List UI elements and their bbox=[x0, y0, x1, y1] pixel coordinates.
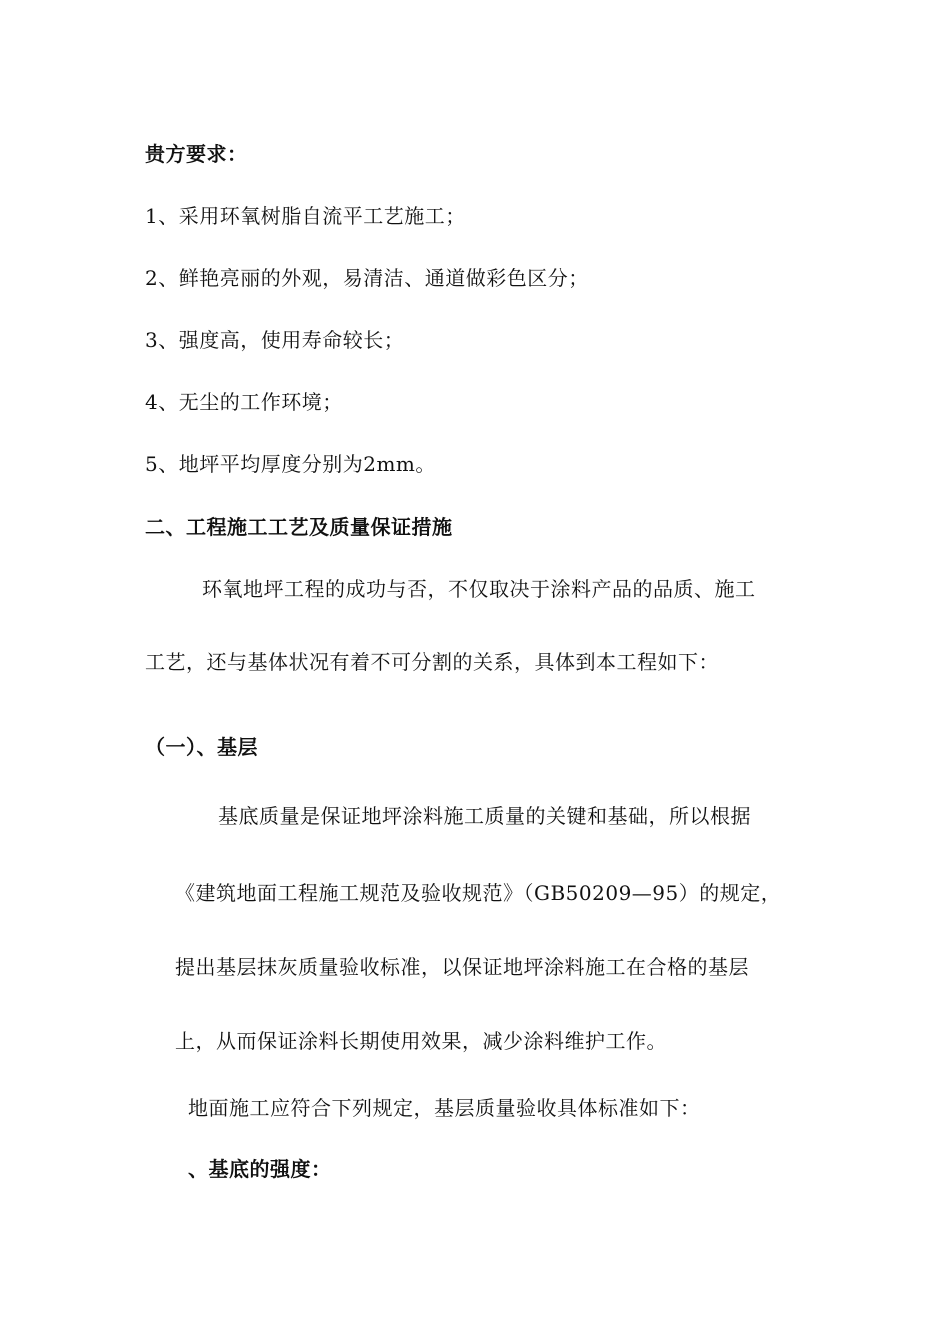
requirement-item-5: 5、地坪平均厚度分别为2mm。 bbox=[145, 452, 436, 476]
requirement-item-1: 1、采用环氧树脂自流平工艺施工； bbox=[145, 204, 466, 228]
section-2-intro-line-1: 环氧地坪工程的成功与否，不仅取决于涂料产品的品质、施工 bbox=[202, 577, 756, 601]
item-heading-base-strength: 、基底的强度： bbox=[188, 1157, 332, 1181]
requirement-item-4: 4、无尘的工作环境； bbox=[145, 390, 343, 414]
requirement-item-2: 2、鲜艳亮丽的外观，易清洁、通道做彩色区分； bbox=[145, 266, 589, 290]
section-2-heading: 二、工程施工工艺及质量保证措施 bbox=[145, 515, 453, 539]
subsection-1-para-line-1: 基底质量是保证地坪涂料施工质量的关键和基础，所以根据 bbox=[218, 804, 751, 828]
requirement-item-3: 3、强度高，使用寿命较长； bbox=[145, 328, 405, 352]
subsection-1-heading: （一）、基层 bbox=[145, 735, 258, 759]
subsection-1-para-line-2: 《建筑地面工程施工规范及验收规范》（GB50209—95）的规定， bbox=[175, 881, 782, 905]
subsection-1-para-line-3: 提出基层抹灰质量验收标准，以保证地坪涂料施工在合格的基层 bbox=[175, 955, 749, 979]
rule-line: 地面施工应符合下列规定，基层质量验收具体标准如下： bbox=[188, 1096, 701, 1120]
requirements-heading: 贵方要求： bbox=[145, 142, 248, 166]
section-2-intro-line-2: 工艺，还与基体状况有着不可分割的关系，具体到本工程如下： bbox=[145, 650, 719, 674]
subsection-1-para-line-4: 上，从而保证涂料长期使用效果，减少涂料维护工作。 bbox=[175, 1029, 667, 1053]
